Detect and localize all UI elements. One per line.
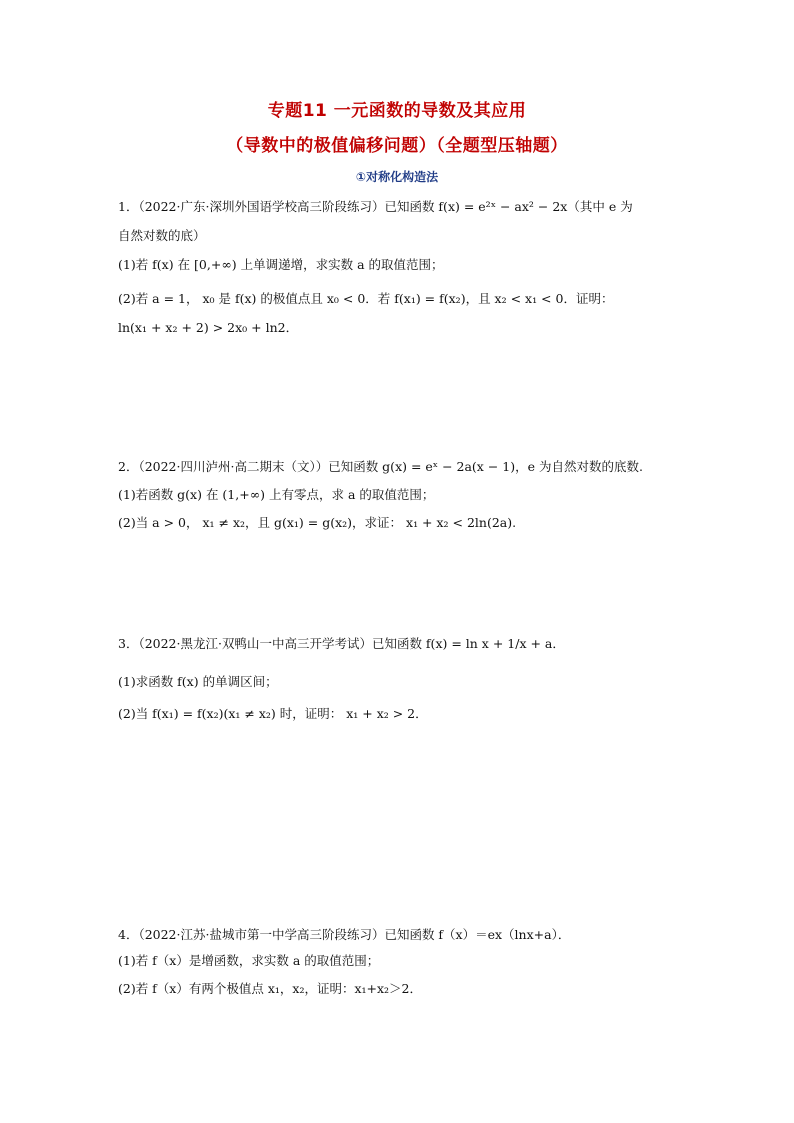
problem-3-part-1: (1)求函数 f(x) 的单调区间； xyxy=(118,674,278,689)
problem-4-part-2: (2)若 f（x）有两个极值点 x₁，x₂，证明：x₁+x₂＞2． xyxy=(118,981,422,996)
problem-1-part-2: (2)若 a = 1， x₀ 是 f(x) 的极值点且 x₀ < 0．若 f(x₁) = f(x₂)，且 x₂ < x₁ < 0．证明： xyxy=(118,291,614,306)
problem-2-stem: 2．（2022·四川泸州·高二期末（文））已知函数 g(x) = eˣ − 2a(x − 1)，e 为自然对数的底数. xyxy=(118,459,643,474)
problem-1-part-1: (1)若 f(x) 在 [0,+∞) 上单调递增，求实数 a 的取值范围； xyxy=(118,257,444,272)
problem-4-part-1: (1)若 f（x）是增函数，求实数 a 的取值范围； xyxy=(118,953,380,968)
problem-3-part-2: (2)当 f(x₁) = f(x₂)(x₁ ≠ x₂) 时，证明： x₁ + x₂ > 2． xyxy=(118,706,428,721)
document-subtitle: （导数中的极值偏移问题）（全题型压轴题） xyxy=(226,136,568,156)
problem-1-stem: 1．（2022·广东·深圳外国语学校高三阶段练习）已知函数 f(x) = e²ˣ − ax² − 2x（其中 e 为 xyxy=(118,199,633,214)
problem-2-part-2: (2)当 a > 0， x₁ ≠ x₂，且 g(x₁) = g(x₂)，求证： x₁ + x₂ < 2ln(2a). xyxy=(118,515,517,530)
section-heading: ①对称化构造法 xyxy=(355,170,439,184)
problem-1-part-2-cont: ln(x₁ + x₂ + 2) > 2x₀ + ln2． xyxy=(118,320,299,335)
problem-1-stem-cont: 自然对数的底） xyxy=(118,228,206,243)
document-title: 专题11 一元函数的导数及其应用 xyxy=(267,101,527,121)
problem-3-stem: 3．（2022·黑龙江·双鸭山一中高三开学考试）已知函数 f(x) = ln x + 1/x + a． xyxy=(118,636,565,651)
problem-2-part-1: (1)若函数 g(x) 在 (1,+∞) 上有零点，求 a 的取值范围； xyxy=(118,487,435,502)
problem-4-stem: 4．（2022·江苏·盐城市第一中学高三阶段练习）已知函数 f（x）＝ex（lnx+a）． xyxy=(118,927,571,942)
